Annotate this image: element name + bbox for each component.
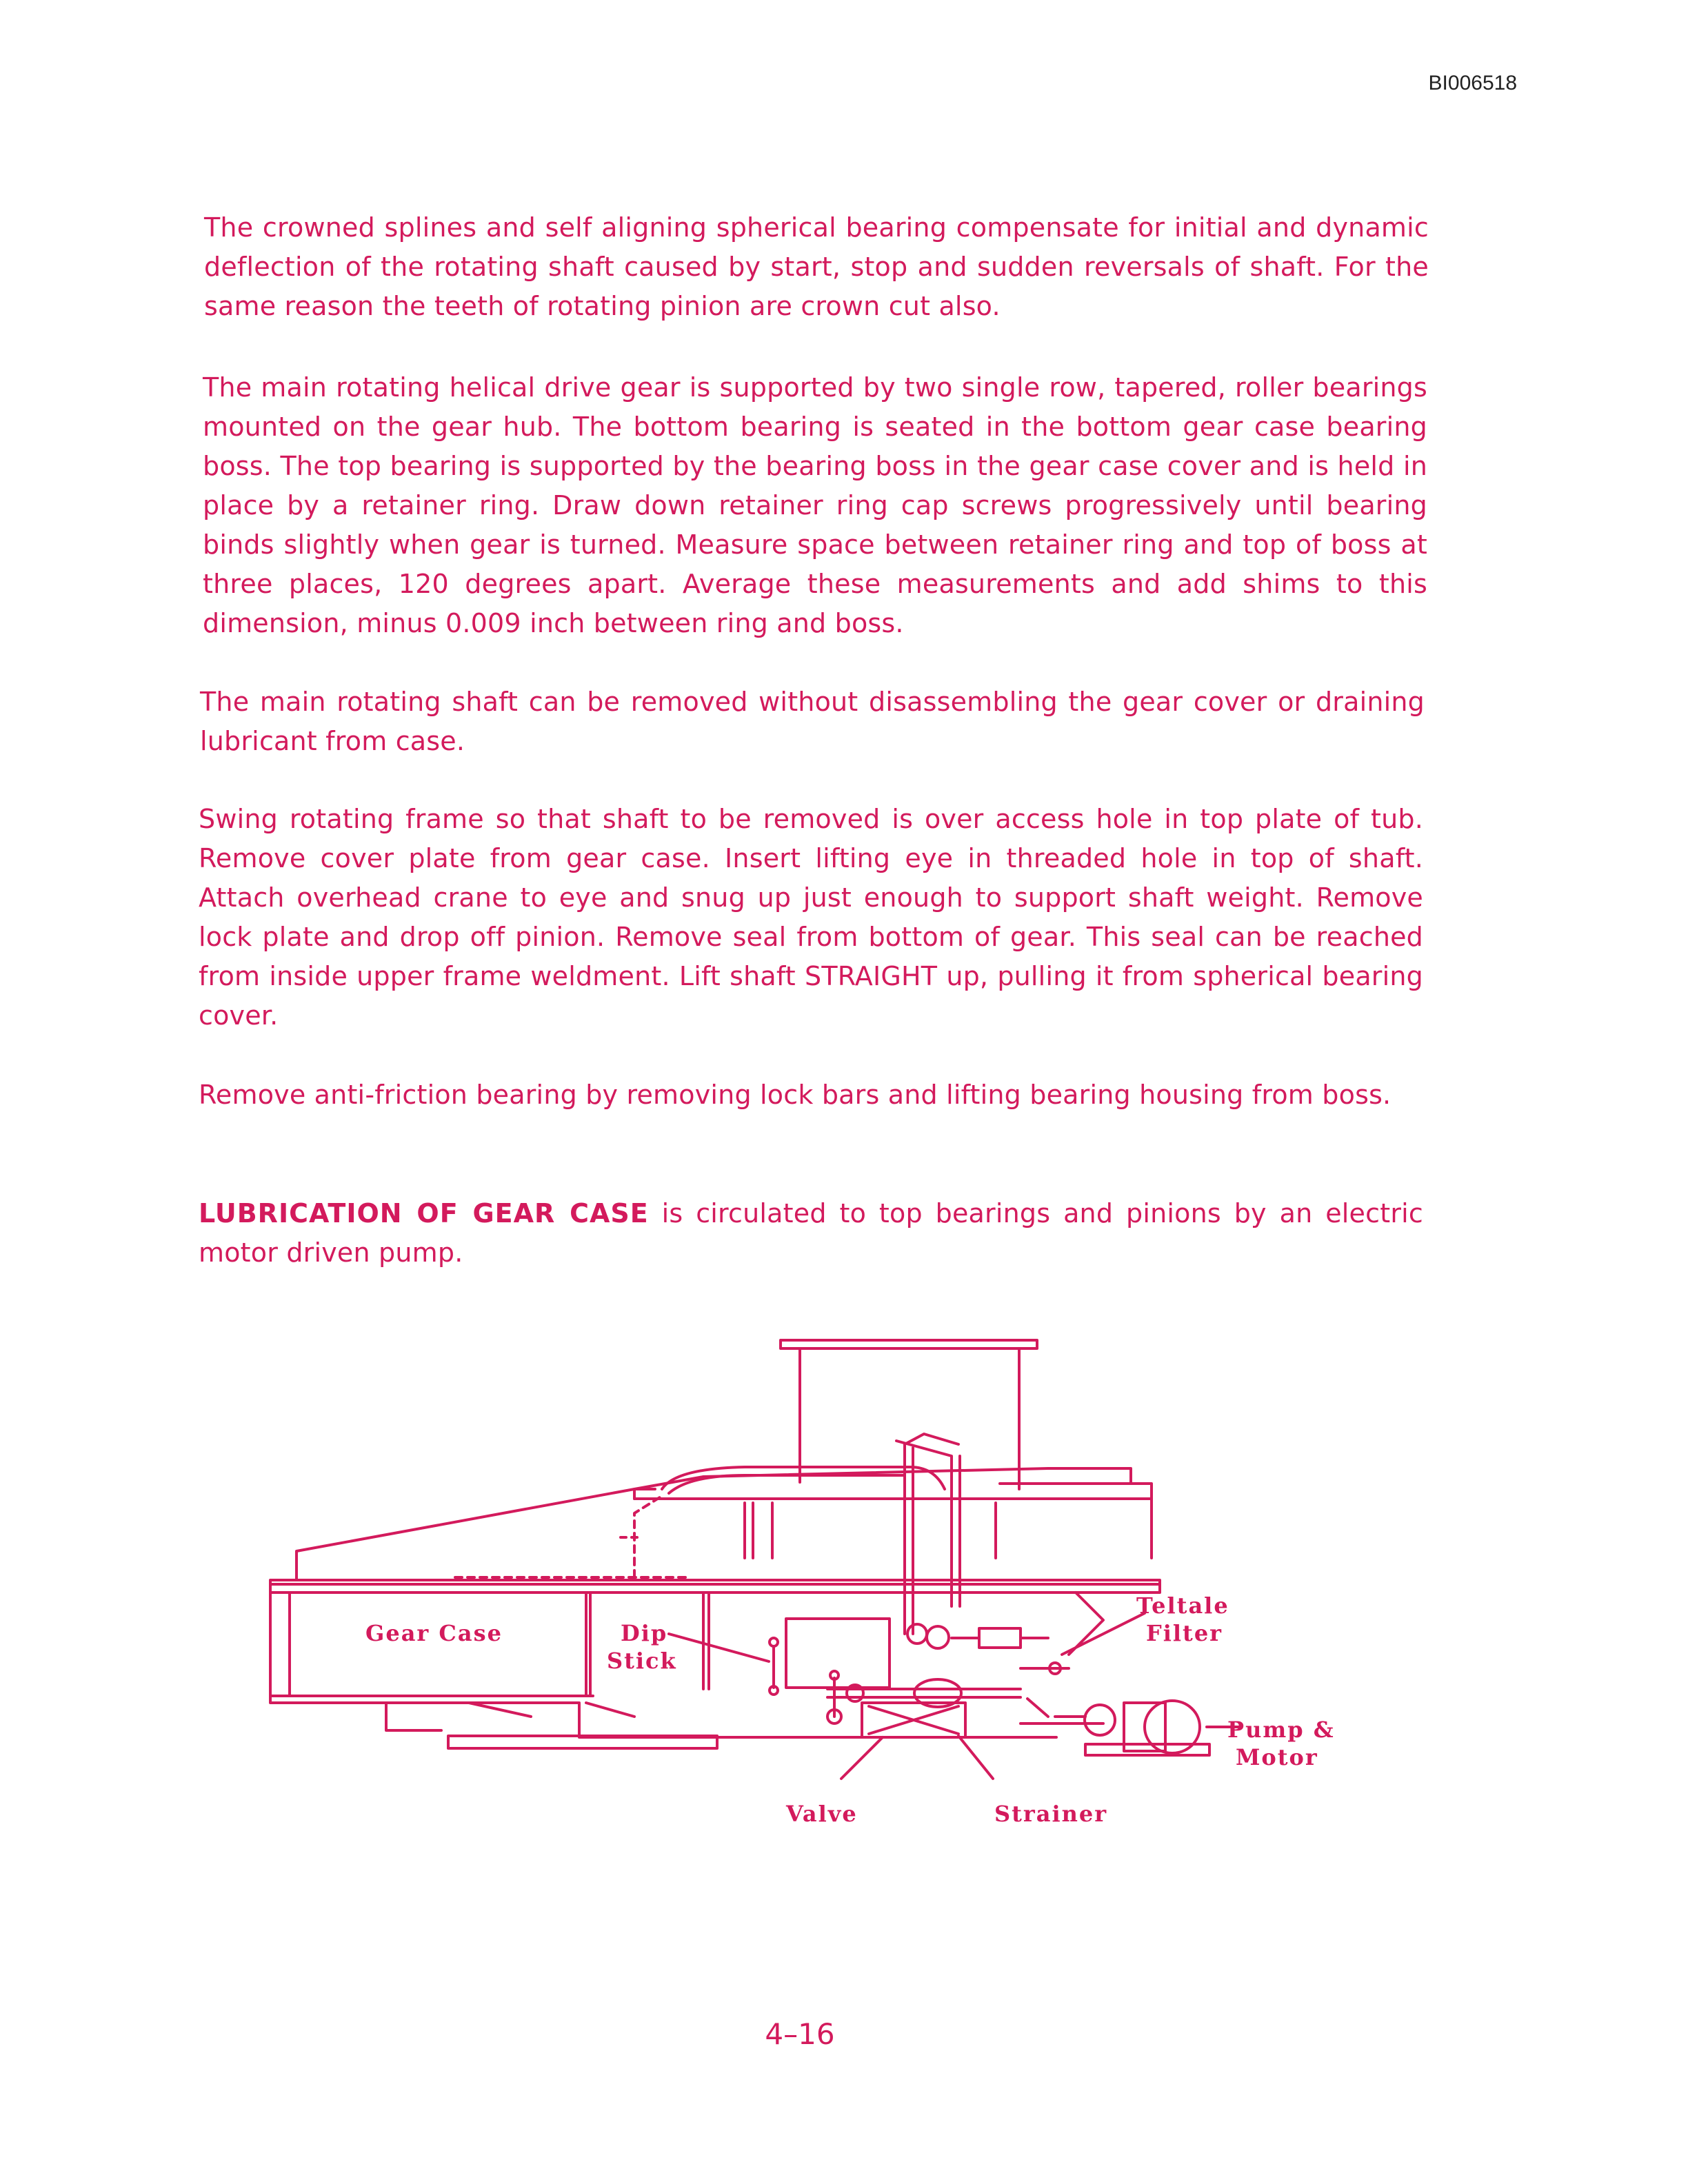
label-strainer: Strainer bbox=[994, 1801, 1108, 1827]
page-number: 4–16 bbox=[765, 2017, 835, 2051]
paragraph-anti-friction-bearing: Remove anti-friction bearing by removing lock bars and lifting bearing housing from boss. bbox=[199, 1080, 1391, 1110]
diagram-labels bbox=[365, 1593, 1335, 1827]
diagram-linework bbox=[270, 1340, 1241, 1779]
paragraph-crowned-splines: The crowned splines and self aligning spherical bearing compensate for initial and dynamic deflection of the rotating shaft caused by start, stop and sudden reversals of shaft. For the same reason the teeth of rotating pinion are crown cut also. bbox=[204, 212, 1429, 321]
label-valve: Valve bbox=[786, 1801, 858, 1827]
lubrication-text: is circulated to top bearings and pinions by an electric motor driven pump. bbox=[199, 1198, 1423, 1268]
label-teltale: Teltale bbox=[1136, 1593, 1229, 1619]
paragraph-shaft-removal: The main rotating shaft can be removed without disassembling the gear cover or draining lubricant from case. bbox=[200, 687, 1425, 756]
label-motor: Motor bbox=[1236, 1744, 1318, 1770]
paragraph-swing-rotating-frame: Swing rotating frame so that shaft to be removed is over access hole in top plate of tub. Remove cover plate from gear case. Insert lifting eye in threaded hole in top of shaft. Attach overhead crane to eye and snug up just enough to support shaft weight. Remove lock plate and drop off pinion. Remove seal from bottom of gear. This seal can be reached from inside upper frame weldment. Lift shaft STRAIGHT up, pulling it from spherical bearing cover. bbox=[199, 804, 1423, 1031]
gear-case-lubrication-diagram bbox=[262, 1331, 1338, 1841]
top-flange bbox=[781, 1340, 1037, 1348]
paragraph-lubrication bbox=[199, 1194, 1423, 1273]
label-dip: Dip bbox=[621, 1620, 668, 1646]
label-gear-case: Gear Case bbox=[365, 1620, 503, 1646]
label-stick: Stick bbox=[607, 1648, 677, 1674]
label-filter: Filter bbox=[1146, 1620, 1223, 1646]
label-pump: Pump & bbox=[1227, 1717, 1335, 1743]
lubrication-heading: LUBRICATION OF GEAR CASE bbox=[199, 1198, 649, 1228]
paragraph-helical-drive-gear: The main rotating helical drive gear is supported by two single row, tapered, roller bearings mounted on the gear hub. The bottom bearing is seated in the bottom gear case bearing boss. The top bearing is supported by the bearing boss in the gear case cover and is held in place by a retainer ring. Draw down retainer ring cap screws progressively until bearing binds slightly when gear is turned. Measure space between retainer ring and top of boss at three places, 120 degrees apart. Average these measurements and add shims to this dimension, minus 0.009 inch between ring and boss. bbox=[203, 372, 1427, 638]
document-id: BI006518 bbox=[1428, 72, 1517, 94]
